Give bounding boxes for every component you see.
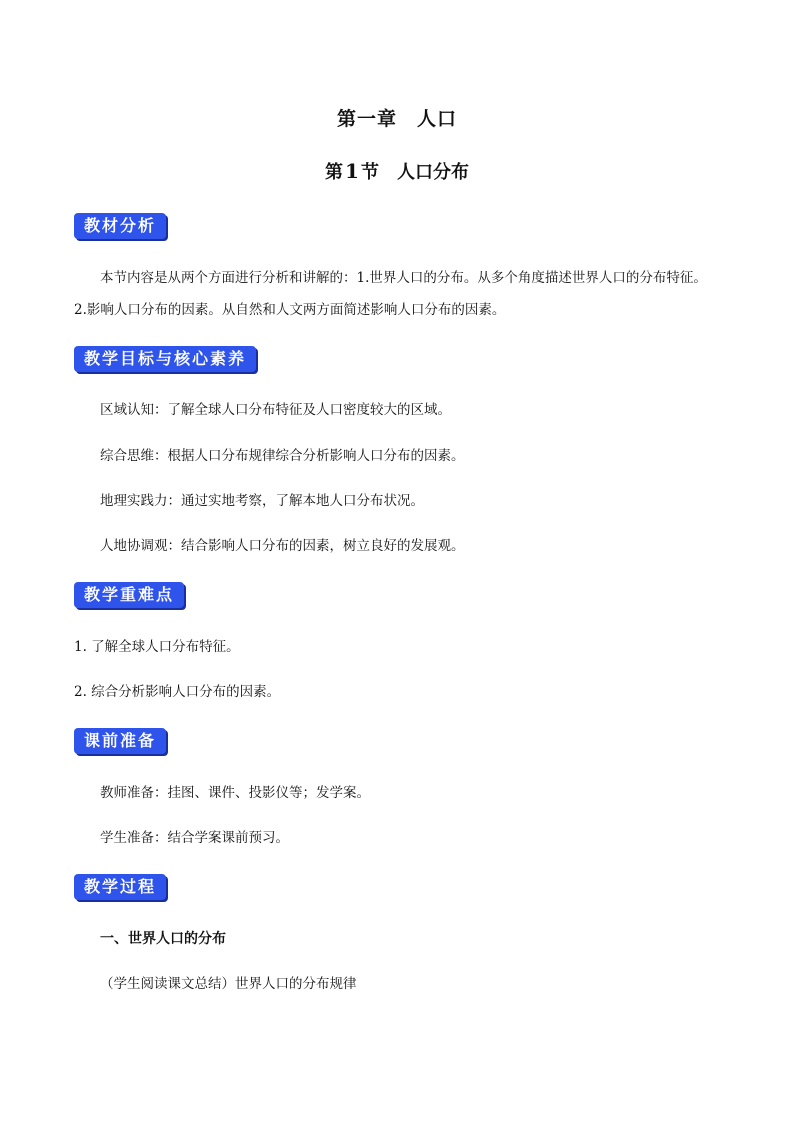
badge-label: 教学目标与核心素养 bbox=[84, 349, 247, 368]
section-title bbox=[0, 158, 794, 184]
process-heading: 一、世界人口的分布 bbox=[100, 931, 226, 947]
preparation-item: 教师准备：挂图、课件、投影仪等；发学案。 bbox=[100, 785, 370, 801]
key-point-item: 2. 综合分析影响人口分布的因素。 bbox=[74, 684, 281, 700]
analysis-line-1: 本节内容是从两个方面进行分析和讲解的：1.世界人口的分布。从多个角度描述世界人口的分布特征。 bbox=[100, 270, 707, 286]
analysis-line-2: 2.影响人口分布的因素。从自然和人文两方面简述影响人口分布的因素。 bbox=[74, 302, 506, 318]
chapter-title: 第一章 人口 bbox=[336, 108, 457, 130]
badge-key-points bbox=[74, 582, 184, 608]
section-number: 1 bbox=[345, 159, 359, 183]
badge-label: 教材分析 bbox=[84, 216, 157, 235]
badge-label: 教学过程 bbox=[84, 877, 157, 896]
badge-textbook-analysis bbox=[74, 213, 166, 239]
badge-teaching-goals bbox=[74, 346, 256, 372]
key-point-item: 1. 了解全球人口分布特征。 bbox=[74, 639, 240, 655]
process-line: （学生阅读课文总结）世界人口的分布规律 bbox=[100, 976, 357, 992]
badge-label: 教学重难点 bbox=[84, 585, 175, 604]
badge-preparation bbox=[74, 728, 166, 754]
badge-label: 课前准备 bbox=[84, 731, 157, 750]
goal-item: 地理实践力：通过实地考察，了解本地人口分布状况。 bbox=[100, 493, 424, 509]
section-title-suffix: 节 人口分布 bbox=[360, 162, 469, 183]
goal-item: 综合思维：根据人口分布规律综合分析影响人口分布的因素。 bbox=[100, 448, 465, 464]
goal-item: 区域认知：了解全球人口分布特征及人口密度较大的区域。 bbox=[100, 402, 451, 418]
goal-item: 人地协调观：结合影响人口分布的因素，树立良好的发展观。 bbox=[100, 538, 465, 554]
badge-teaching-process bbox=[74, 874, 166, 900]
section-title-prefix: 第 bbox=[325, 162, 344, 183]
preparation-item: 学生准备：结合学案课前预习。 bbox=[100, 830, 289, 846]
